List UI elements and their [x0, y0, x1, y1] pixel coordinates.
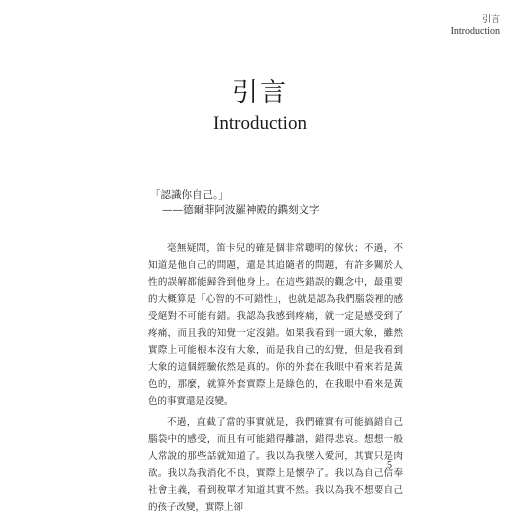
running-head-chapter-en: Introduction: [450, 26, 500, 37]
epigraph: [150, 188, 410, 218]
paragraph: 不過，直截了當的事實就是，我們確實有可能搞錯自己腦袋中的感受，而且有可能錯得離譜，錯得悲哀。想想一般人常說的那些話就知道了。我以為我墜入愛河，其實只是肉欲。我以為我消化不良，實際上是懷孕了。我以為自己信奉社會主義，看到稅單才知道其實不然。我以為我不想要自己的孩子改變，實際上卻: [148, 417, 403, 513]
chapter-heading: [0, 78, 520, 136]
epigraph-quote: 「認識你自己。」: [150, 189, 229, 201]
chapter-title-zh: 引言: [231, 78, 288, 108]
running-head: [451, 14, 500, 38]
paragraph: 毫無疑問，笛卡兒的確是個非常聰明的傢伙；不過，不知道是他自己的問題，還是其追隨者的問題，有許多關於人性的誤解都能歸咎到他身上。在這些錯誤的觀念中，最重要的大概算是「心智的不可錯性」，也就是認為我們腦袋裡的感受絕對不可能有錯。我認為我感到疼痛，就一定是感受到了疼痛，而且我的知覺一定沒錯。如果我看到一頭大象，雖然實際上可能根本沒有大象，而是我自己的幻覺，但是我看到大象的這個經驗依然是真的。你的外套在我眼中看來若是黃色的，那麼，就算外套實際上是綠色的，在我眼中看來是黃色的事實還是沒變。: [148, 243, 403, 407]
body-text: [148, 240, 403, 520]
chapter-title-en: Introduction: [213, 113, 307, 134]
running-head-chapter-zh: 引言: [481, 15, 500, 25]
epigraph-source: ——德爾菲阿波羅神殿的鐫刻文字: [162, 204, 320, 216]
page-number: 5: [387, 460, 392, 471]
